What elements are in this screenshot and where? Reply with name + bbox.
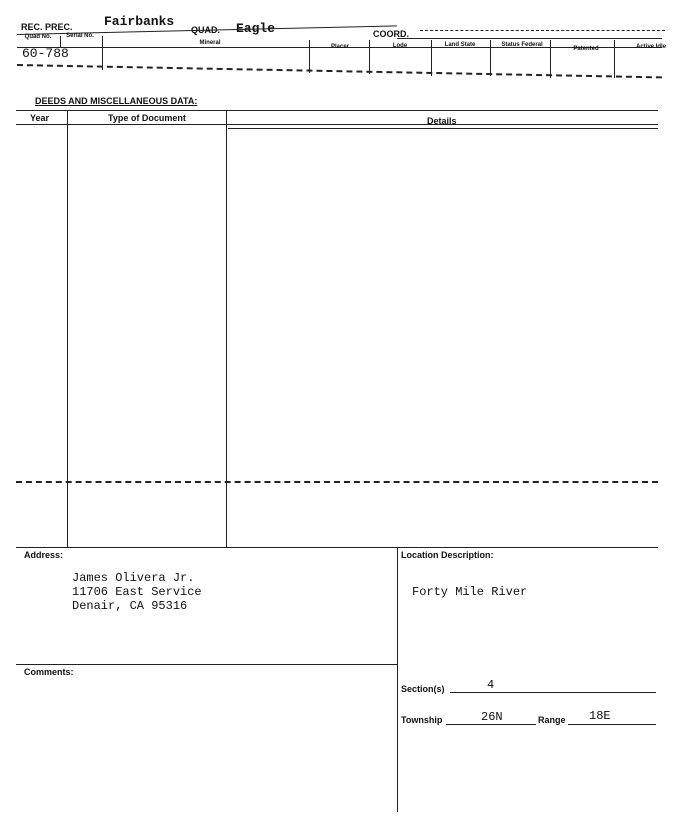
col-year: Year (30, 113, 50, 123)
address-label: Address: (24, 550, 64, 560)
sections-underline (450, 692, 656, 693)
sections-value: 4 (487, 678, 495, 692)
rec-prec-label: REC. PREC. (21, 22, 73, 32)
col-lode: Lode (392, 43, 408, 49)
range-label: Range (538, 715, 566, 725)
top-col-divider-7 (550, 40, 551, 78)
top-col-divider-3 (309, 40, 310, 73)
col-patented: Patented (573, 46, 599, 52)
township-underline (446, 724, 536, 725)
address-line-2: 11706 East Service (72, 585, 202, 599)
col-mineral: Mineral (199, 40, 221, 46)
col-type-of-document: Type of Document (108, 113, 186, 123)
township-label: Township (401, 715, 443, 725)
township-value: 26N (481, 710, 503, 724)
col-details: Details (427, 116, 457, 126)
top-table-rule-top-right (397, 38, 662, 39)
deeds-section-title: DEEDS AND MISCELLANEOUS DATA: (35, 96, 198, 106)
lower-section-rule (16, 547, 658, 548)
top-col-divider-4 (369, 40, 370, 74)
range-underline (568, 724, 656, 725)
top-col-divider-1 (60, 36, 61, 47)
top-col-divider-5 (431, 40, 432, 76)
coord-label: COORD. (373, 29, 409, 39)
quad-value: Eagle (236, 21, 276, 36)
top-col-divider-8 (614, 40, 615, 78)
col-quad-no: Quad No. (24, 34, 52, 40)
sections-label: Section(s) (401, 684, 445, 694)
quad-label: QUAD. (191, 25, 220, 35)
location-value: Forty Mile River (412, 585, 528, 599)
range-value: 18E (589, 709, 611, 723)
col-active-idle: Active Idle (636, 44, 667, 50)
col-placer: Placer (330, 44, 349, 50)
deeds-rule-top (16, 110, 658, 111)
col-land-state: Land State (444, 42, 476, 48)
lower-center-divider (397, 547, 398, 812)
quad-no-value: 60-788 (22, 46, 69, 61)
top-table-dashed-bottom (17, 64, 662, 78)
col-status-federal: Status Federal (501, 42, 543, 48)
comments-rule (16, 664, 397, 665)
address-line-1: James Olivera Jr. (72, 571, 195, 585)
col-serial-no: Serial No. (66, 33, 94, 39)
comments-label: Comments: (24, 667, 74, 677)
rec-prec-value: Fairbanks (104, 14, 175, 29)
deeds-dashed-rule (16, 481, 658, 483)
deeds-header-rule (16, 124, 658, 125)
top-col-divider-6 (490, 40, 491, 76)
deeds-header-rule-2 (228, 128, 658, 129)
location-label: Location Description: (401, 550, 494, 560)
address-block (72, 571, 202, 613)
address-line-3: Denair, CA 95316 (72, 599, 188, 613)
header-dashed-rule (420, 30, 665, 31)
